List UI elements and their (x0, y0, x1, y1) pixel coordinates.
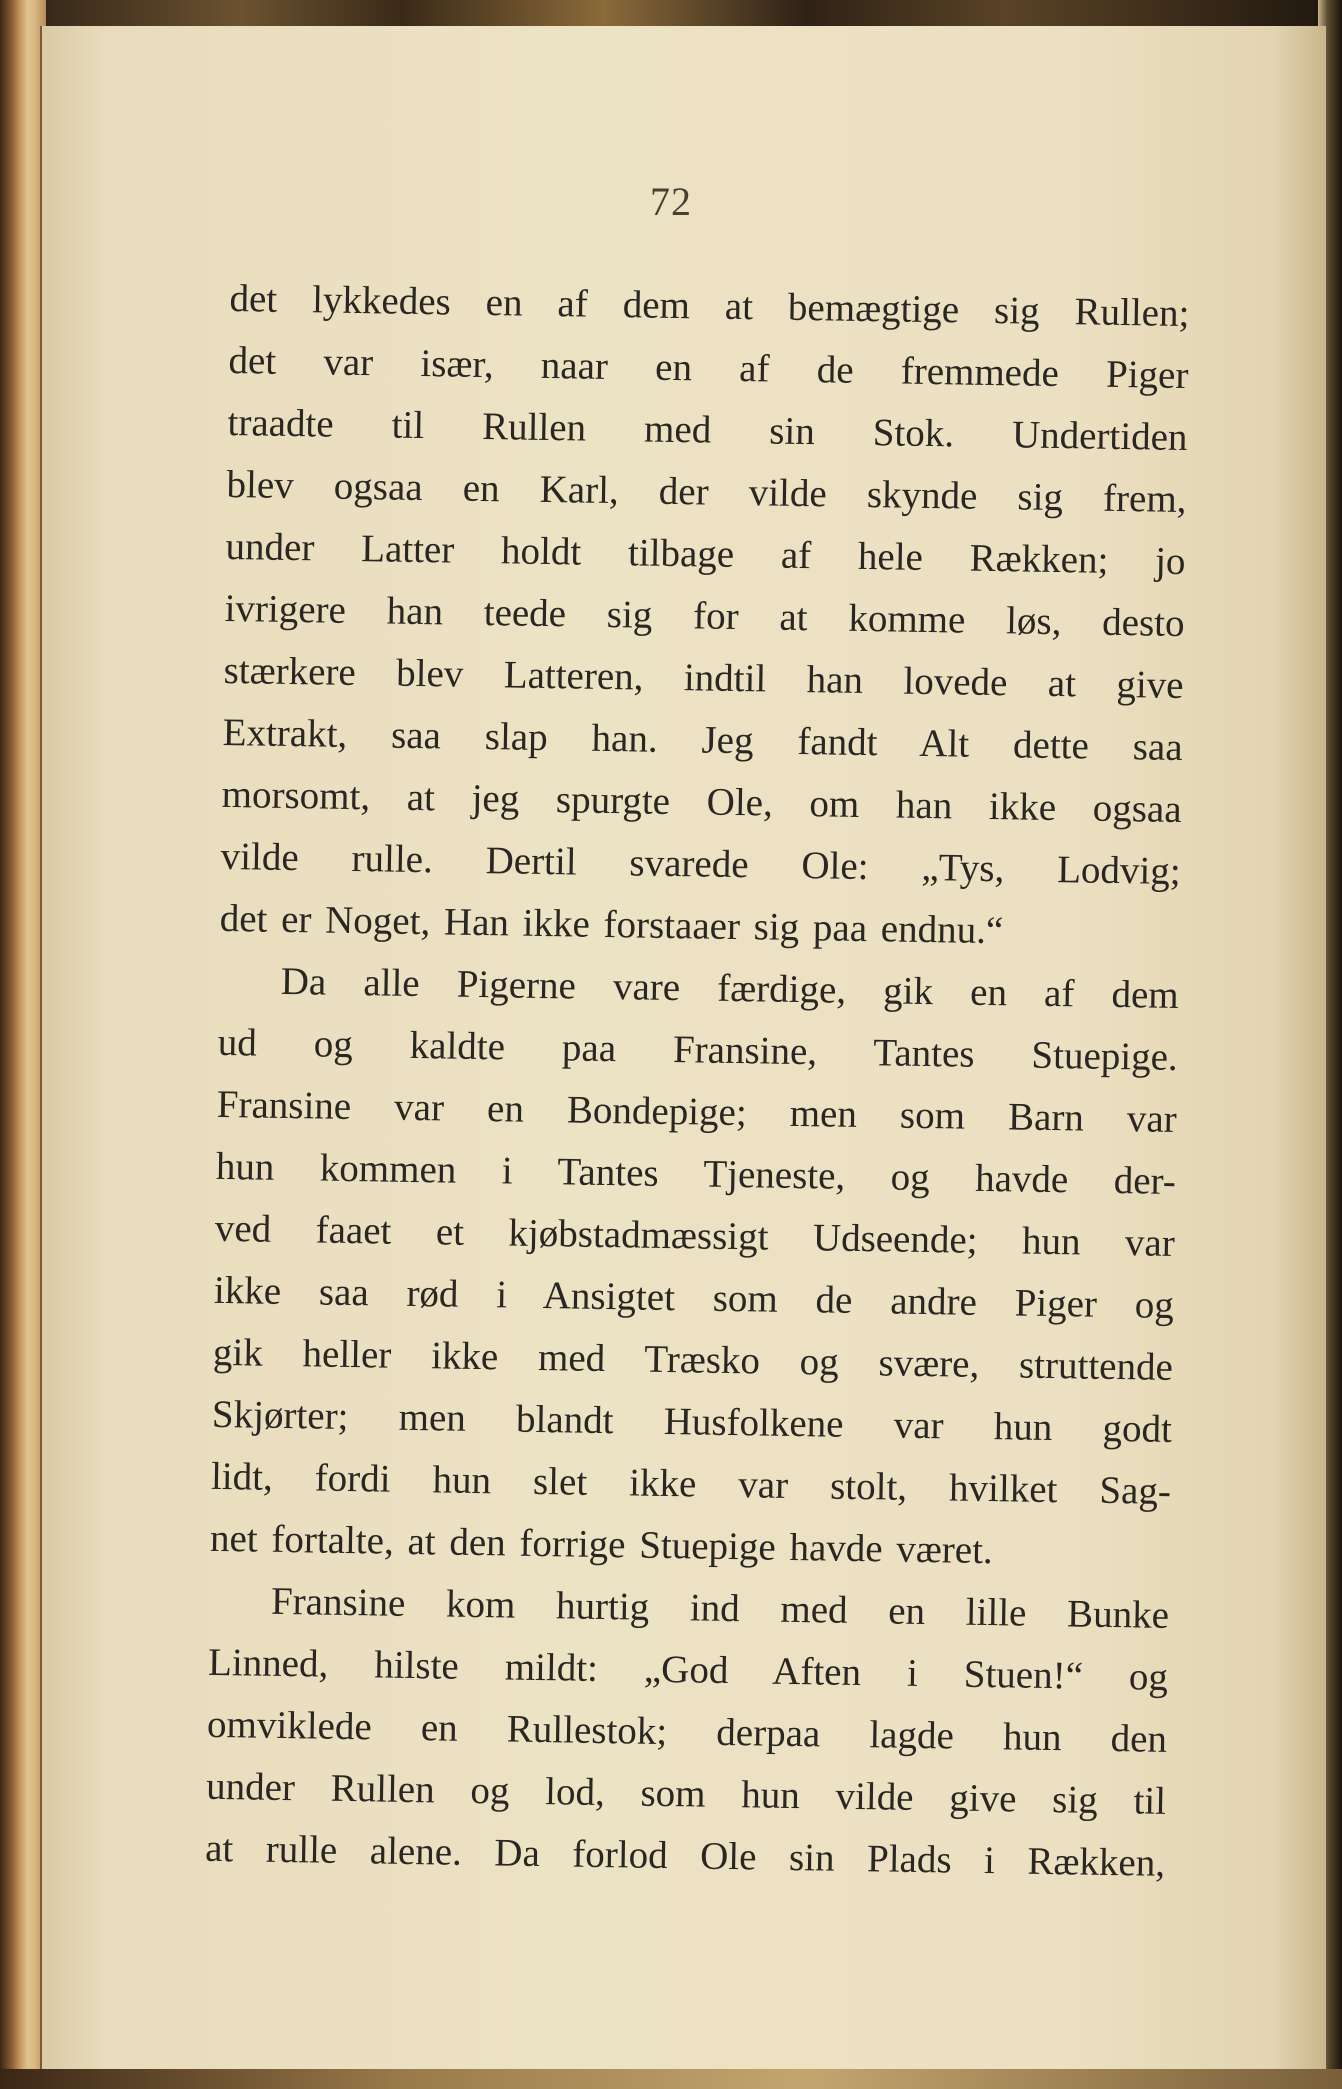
text-line: vilde rulle. Dertil svarede Ole: „Tys, Lodvig; (220, 834, 1181, 894)
text-line: traadte til Rullen med sin Stok. Undertiden (227, 400, 1188, 460)
text-line: det lykkedes en af dem at bemægtige sig Rullen; (229, 276, 1190, 336)
text-line: under Rullen og lod, som hun vilde give sig til (205, 1764, 1167, 1823)
text-line: omviklede en Rullestok; derpaa lagde hun den (206, 1702, 1168, 1761)
text-line: ud og kaldte paa Fransine, Tantes Stuepige. (217, 1020, 1179, 1079)
text-line: ikke saa rød i Ansigtet som de andre Piger og (213, 1268, 1175, 1327)
page-number: 72 (650, 179, 692, 224)
text-line: Fransine var en Bondepige; men som Barn var (216, 1082, 1178, 1141)
text-line: Linned, hilste mildt: „God Aften i Stuen!“ og (207, 1640, 1169, 1699)
text-line: hun kommen i Tantes Tjeneste, og havde der- (215, 1144, 1177, 1203)
text-line: lidt, fordi hun slet ikke var stolt, hvilket Sag- (210, 1454, 1172, 1513)
text-line: det er Noget, Han ikke forstaaer sig paa endnu.“ (219, 896, 1004, 953)
text-line: stærkere blev Latteren, indtil han lovede at give (223, 648, 1184, 708)
text-line: gik heller ikke med Træsko og svære, struttende (212, 1330, 1174, 1389)
text-line: det var især, naar en af de fremmede Piger (228, 338, 1189, 398)
body-text (205, 268, 1190, 1895)
text-line: Skjørter; men blandt Husfolkene var hun godt (211, 1392, 1173, 1451)
text-line: blev ogsaa en Karl, der vilde skynde sig frem, (226, 462, 1187, 522)
text-line: Extrakt, saa slap han. Jeg fandt Alt dette saa (222, 710, 1183, 770)
bottom-edge (0, 2069, 1342, 2089)
text-line: ved faaet et kjøbstadmæssigt Udseende; hun var (214, 1206, 1176, 1265)
text-line: morsomt, at jeg spurgte Ole, om han ikke ogsaa (221, 772, 1182, 832)
text-line: Fransine kom hurtig ind med en lille Bunke (270, 1579, 1170, 1637)
text-line: at rulle alene. Da forlod Ole sin Plads i Rækken, (204, 1826, 1166, 1885)
text-line: Da alle Pigerne vare færdige, gik en af dem (280, 959, 1180, 1017)
text-line: net fortalte, at den forrige Stuepige havde været. (209, 1516, 994, 1573)
text-line: ivrigere han teede sig for at komme løs, desto (224, 586, 1185, 646)
text-line: under Latter holdt tilbage af hele Rækken; jo (225, 524, 1186, 584)
